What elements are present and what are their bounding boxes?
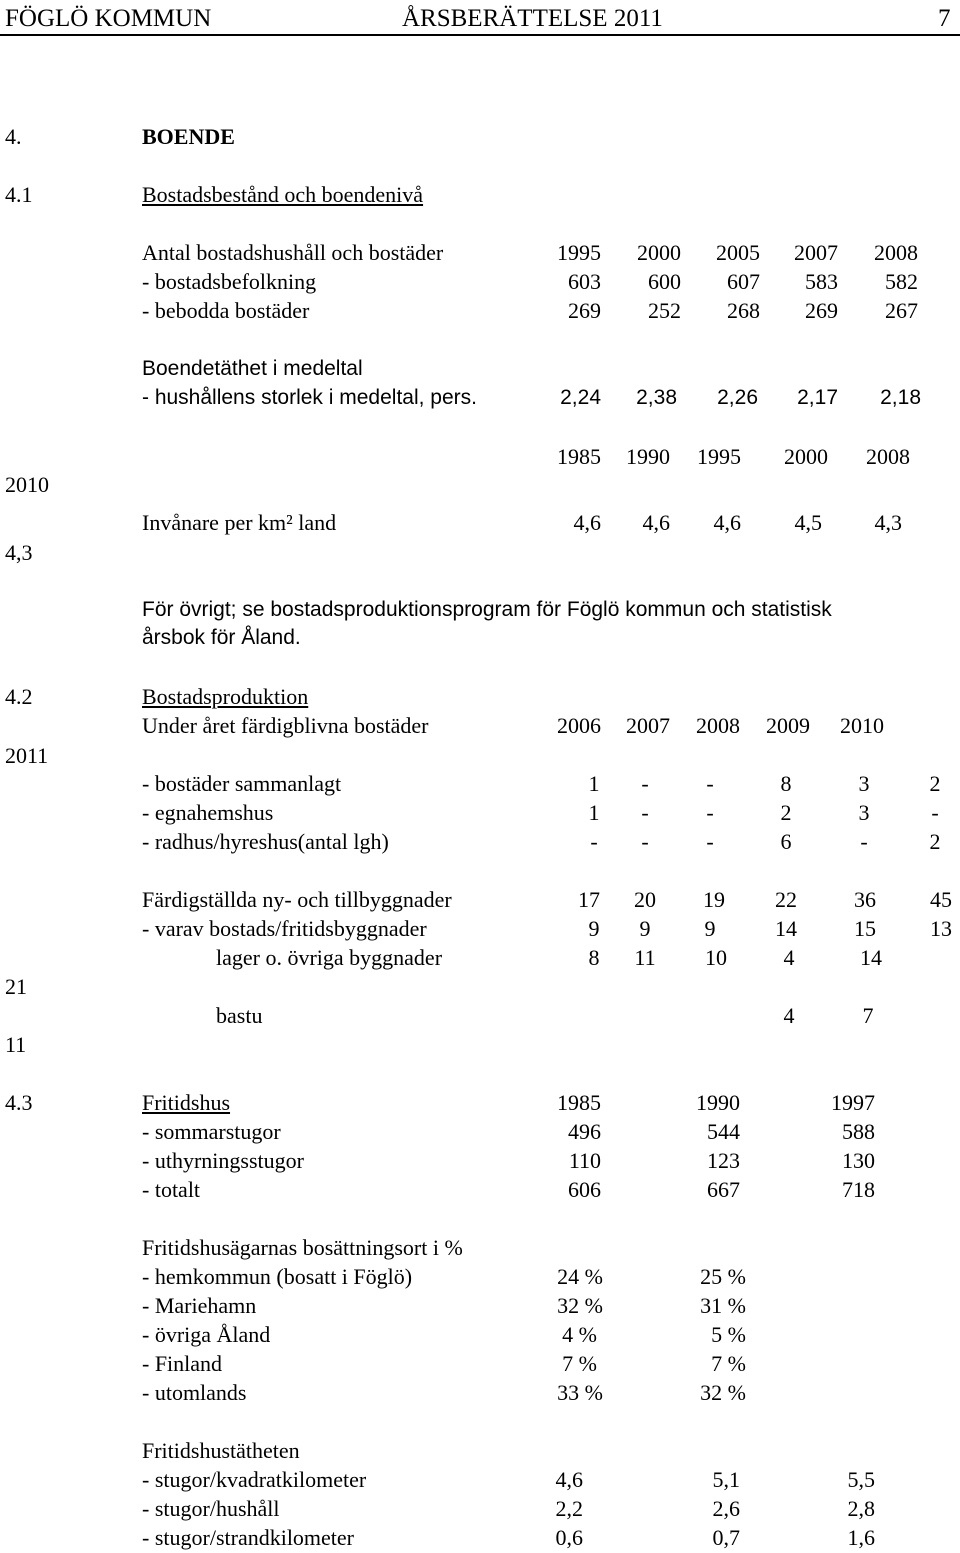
row-label: - uthyrningsstugor xyxy=(142,1148,304,1173)
completed-label: Under året färdigblivna bostäder xyxy=(142,713,429,738)
cell: 130 xyxy=(842,1148,875,1173)
cell: 8 xyxy=(780,771,792,796)
row-label: - bostadsbefolkning xyxy=(142,269,317,294)
chapter-number: 4. xyxy=(5,124,22,149)
holiday-year: 1997 xyxy=(831,1090,875,1115)
cell: 7 % xyxy=(711,1351,746,1376)
cell: 9 xyxy=(588,916,600,941)
cell: 267 xyxy=(885,298,918,323)
cell: 32 % xyxy=(557,1293,603,1318)
completed-year: 2008 xyxy=(696,713,740,738)
cell: 0,6 xyxy=(555,1525,583,1550)
row-label: - radhus/hyreshus(antal lgh) xyxy=(142,829,389,854)
households-year: 1995 xyxy=(557,240,601,265)
holiday-density-label: Fritidshustätheten xyxy=(142,1438,300,1463)
cell: 9 xyxy=(704,916,716,941)
cell: 3 xyxy=(858,800,870,825)
completed-year: 2007 xyxy=(626,713,670,738)
row-label: - stugor/kvadratkilometer xyxy=(142,1467,367,1492)
header-page-number: 7 xyxy=(938,5,951,32)
cell: 14 xyxy=(860,945,882,970)
holiday-year: 1990 xyxy=(696,1090,740,1115)
cell: 2,17 xyxy=(797,386,838,409)
cell: 2,8 xyxy=(847,1496,875,1521)
cell: - xyxy=(641,800,649,825)
cell: 5 % xyxy=(711,1322,746,1347)
note-line: årsbok för Åland. xyxy=(142,626,301,649)
row-label: Invånare per km² land xyxy=(142,510,337,535)
cell: 8 xyxy=(588,945,600,970)
cell: 24 % xyxy=(557,1264,603,1289)
cell: 17 xyxy=(578,887,600,912)
cell: 45 xyxy=(930,887,952,912)
cell: - xyxy=(706,829,714,854)
cell: 1,6 xyxy=(847,1525,875,1550)
completed-year: 2006 xyxy=(557,713,601,738)
households-year: 2005 xyxy=(716,240,760,265)
cell: 4,3 xyxy=(874,510,902,535)
row-label: - Finland xyxy=(142,1351,223,1376)
cell: 4,6 xyxy=(642,510,670,535)
row-label: - Mariehamn xyxy=(142,1293,257,1318)
cell: 7 xyxy=(862,1003,874,1028)
row-label: - bostäder sammanlagt xyxy=(142,771,342,796)
cell: 2,18 xyxy=(880,386,921,409)
km2-year: 2008 xyxy=(866,444,910,469)
density-label: Boendetäthet i medeltal xyxy=(142,357,363,380)
cell: 2,6 xyxy=(712,1496,740,1521)
cell: 582 xyxy=(885,269,918,294)
note-line: För övrigt; se bostadsproduktionsprogram för Föglö kommun och statistisk xyxy=(142,598,832,621)
households-year: 2007 xyxy=(794,240,838,265)
cell: 13 xyxy=(930,916,952,941)
header-rule xyxy=(0,34,960,36)
cell: 4,6 xyxy=(713,510,741,535)
cell: 2,2 xyxy=(555,1496,583,1521)
cell: 269 xyxy=(805,298,838,323)
cell: - xyxy=(641,829,649,854)
cell: - xyxy=(860,829,868,854)
row-label: - stugor/strandkilometer xyxy=(142,1525,355,1550)
cell: 1 xyxy=(588,800,600,825)
section-4-2-title: Bostadsproduktion xyxy=(142,684,309,709)
cell: 6 xyxy=(780,829,792,854)
households-year: 2000 xyxy=(637,240,681,265)
row-label: Färdigställda ny- och tillbyggnader xyxy=(142,887,452,912)
cell: 33 % xyxy=(557,1380,603,1405)
cell: 252 xyxy=(648,298,681,323)
margin-value: 4,3 xyxy=(5,540,33,565)
completed-year: 2010 xyxy=(840,713,884,738)
cell: 10 xyxy=(705,945,727,970)
cell: 2 xyxy=(780,800,792,825)
row-label: - utomlands xyxy=(142,1380,247,1405)
cell: 2,24 xyxy=(560,386,601,409)
cell: - xyxy=(706,771,714,796)
km2-year: 1990 xyxy=(626,444,670,469)
cell: 603 xyxy=(568,269,601,294)
row-label: - totalt xyxy=(142,1177,201,1202)
section-4-1-number: 4.1 xyxy=(5,182,33,207)
cell: 123 xyxy=(707,1148,740,1173)
margin-year: 2011 xyxy=(5,743,49,768)
cell: 583 xyxy=(805,269,838,294)
header-municipality: FÖGLÖ KOMMUN xyxy=(5,5,212,32)
row-label: bastu xyxy=(216,1003,263,1028)
owners-label: Fritidshusägarnas bosättningsort i % xyxy=(142,1235,463,1260)
cell: 4,5 xyxy=(794,510,822,535)
cell: 2 xyxy=(929,829,941,854)
cell: 22 xyxy=(775,887,797,912)
cell: 15 xyxy=(854,916,876,941)
cell: 1 xyxy=(588,771,600,796)
cell: 600 xyxy=(648,269,681,294)
households-year: 2008 xyxy=(874,240,918,265)
cell: - xyxy=(706,800,714,825)
section-4-2-number: 4.2 xyxy=(5,684,33,709)
row-label: - hemkommun (bosatt i Föglö) xyxy=(142,1264,413,1289)
cell: 4,6 xyxy=(555,1467,583,1492)
cell: - xyxy=(641,771,649,796)
cell: 7 % xyxy=(562,1351,597,1376)
cell: 110 xyxy=(568,1148,601,1173)
cell: 19 xyxy=(703,887,725,912)
cell: 2,38 xyxy=(636,386,677,409)
row-label: - egnahemshus xyxy=(142,800,274,825)
cell: 268 xyxy=(727,298,760,323)
cell: 36 xyxy=(854,887,876,912)
margin-value: 21 xyxy=(5,974,27,999)
cell: 607 xyxy=(727,269,760,294)
cell: 32 % xyxy=(700,1380,746,1405)
section-4-3-number: 4.3 xyxy=(5,1090,33,1115)
cell: 269 xyxy=(568,298,601,323)
cell: 31 % xyxy=(700,1293,746,1318)
km2-year: 1995 xyxy=(697,444,741,469)
cell: 667 xyxy=(707,1177,740,1202)
cell: 4 xyxy=(783,945,795,970)
cell: 2 xyxy=(929,771,941,796)
cell: 9 xyxy=(639,916,651,941)
cell: 606 xyxy=(568,1177,601,1202)
row-label: - bebodda bostäder xyxy=(142,298,310,323)
header-report-title: ÅRSBERÄTTELSE 2011 xyxy=(402,5,663,32)
section-4-1-title: Bostadsbestånd och boendenivå xyxy=(142,182,424,207)
row-label: - övriga Åland xyxy=(142,1322,271,1347)
cell: 588 xyxy=(842,1119,875,1144)
holiday-year: 1985 xyxy=(557,1090,601,1115)
row-label: - stugor/hushåll xyxy=(142,1496,280,1521)
row-label: lager o. övriga byggnader xyxy=(216,945,443,970)
section-4-3-title: Fritidshus xyxy=(142,1090,231,1115)
cell: 544 xyxy=(707,1119,740,1144)
km2-year: 1985 xyxy=(557,444,601,469)
cell: 14 xyxy=(775,916,797,941)
row-label: - hushållens storlek i medeltal, pers. xyxy=(142,386,477,409)
cell: 5,5 xyxy=(847,1467,875,1492)
cell: 496 xyxy=(568,1119,601,1144)
households-label: Antal bostadshushåll och bostäder xyxy=(142,240,444,265)
km2-year: 2000 xyxy=(784,444,828,469)
cell: 0,7 xyxy=(712,1525,740,1550)
cell: 2,26 xyxy=(717,386,758,409)
cell: 4 % xyxy=(562,1322,597,1347)
chapter-title: BOENDE xyxy=(142,124,235,149)
cell: 718 xyxy=(842,1177,875,1202)
row-label: - sommarstugor xyxy=(142,1119,281,1144)
margin-year: 2010 xyxy=(5,472,49,497)
cell: 20 xyxy=(634,887,656,912)
cell: 4 xyxy=(783,1003,795,1028)
cell: - xyxy=(931,800,939,825)
cell: 3 xyxy=(858,771,870,796)
cell: 5,1 xyxy=(712,1467,740,1492)
cell: - xyxy=(590,829,598,854)
row-label: - varav bostads/fritidsbyggnader xyxy=(142,916,427,941)
margin-value: 11 xyxy=(5,1032,27,1057)
cell: 25 % xyxy=(700,1264,746,1289)
cell: 11 xyxy=(634,945,656,970)
cell: 4,6 xyxy=(573,510,601,535)
completed-year: 2009 xyxy=(766,713,810,738)
